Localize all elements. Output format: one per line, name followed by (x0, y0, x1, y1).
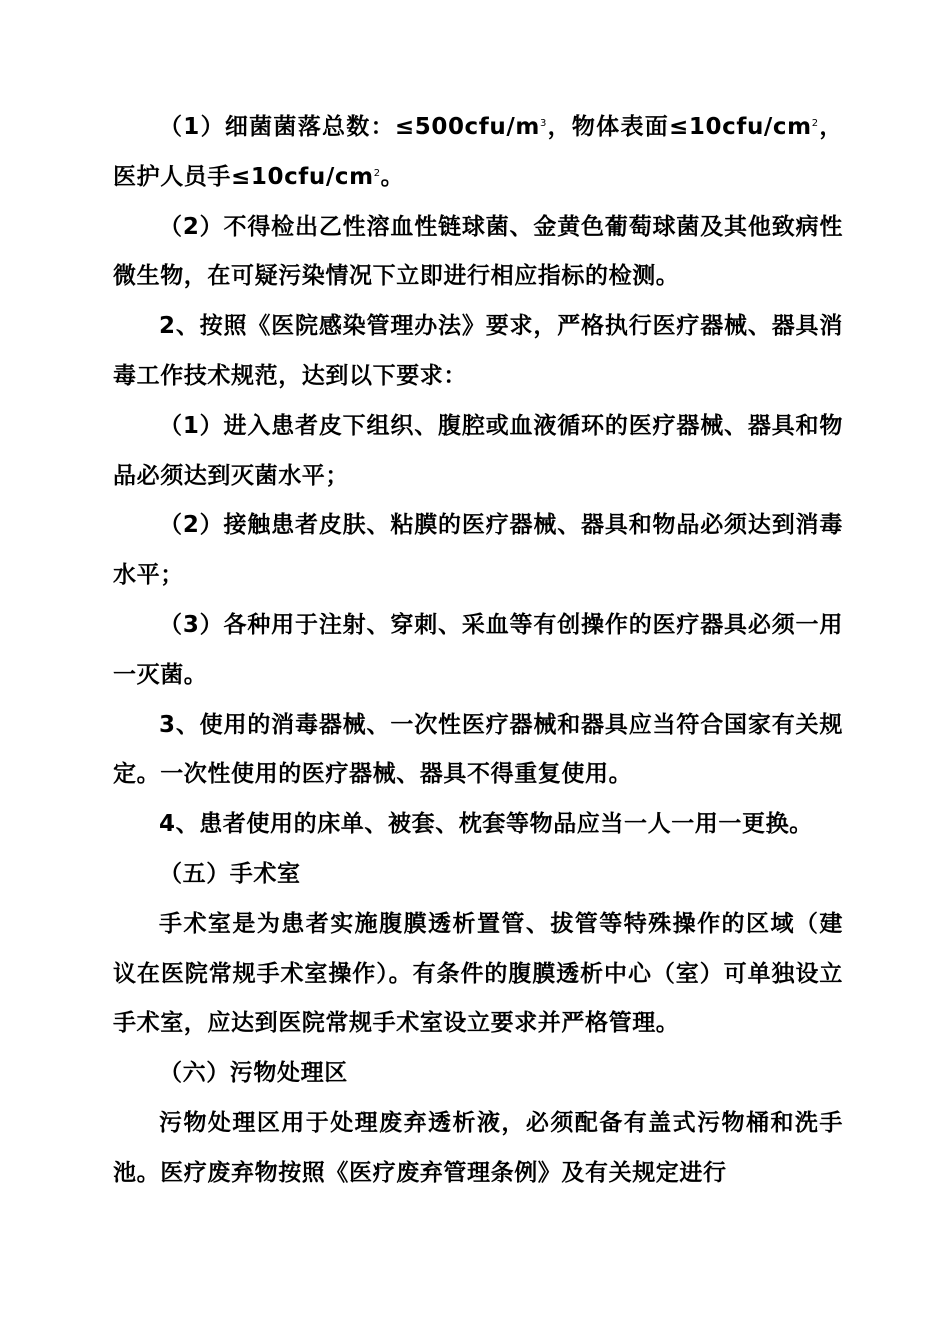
paragraph-pathogen-rule: （2）不得检出乙性溶血性链球菌、金黄色葡萄球菌及其他致病性微生物，在可疑污染情况下立即进行相应指标的检测。 (113, 213, 843, 290)
paragraph-invasive-devices: （3）各种用于注射、穿刺、采血等有创操作的医疗器具必须一用一灭菌。 (113, 611, 843, 688)
document-page (113, 103, 843, 1199)
paragraph-disinfection: （2）接触患者皮肤、粘膜的医疗器械、器具和物品必须达到消毒水平； (113, 512, 843, 589)
paragraph-bacteria-limits (113, 103, 843, 203)
text-segment: ，物体表面≤10cfu/cm (546, 114, 812, 140)
superscript: 2 (373, 167, 381, 179)
section-heading-operating-room: （五）手术室 (159, 860, 301, 887)
section-heading-waste-area: （六）污物处理区 (159, 1060, 348, 1087)
paragraph-item-3: 3、使用的消毒器械、一次性医疗器械和器具应当符合国家有关规定。一次性使用的医疗器械、器具不得重复使用。 (113, 711, 843, 788)
paragraph-operating-room: 手术室是为患者实施腹膜透析置管、拔管等特殊操作的区域（建议在医院常规手术室操作）。有条件的腹膜透析中心（室）可单独设立手术室，应达到医院常规手术室设立要求并严格管理。 (113, 910, 843, 1037)
superscript: 3 (539, 118, 547, 129)
superscript: 2 (811, 118, 819, 129)
text-segment: （1）细菌菌落总数：≤500cfu/m (159, 114, 540, 140)
paragraph-item-2: 2、按照《医院感染管理办法》要求，严格执行医疗器械、器具消毒工作技术规范，达到以下要求： (113, 313, 843, 389)
text-segment: ，医护人员手≤10cfu/cm (113, 114, 843, 190)
text-segment: 。 (380, 163, 405, 190)
paragraph-waste-area: 污物处理区用于处理废弃透析液，必须配备有盖式污物桶和洗手池。医疗废弃物按照《医疗废弃管理条例》及有关规定进行 (113, 1109, 843, 1186)
paragraph-item-4: 4、患者使用的床单、被套、枕套等物品应当一人一用一更换。 (159, 811, 813, 838)
paragraph-sterilization: （1）进入患者皮下组织、腹腔或血液循环的医疗器械、器具和物品必须达到灭菌水平； (113, 412, 843, 489)
